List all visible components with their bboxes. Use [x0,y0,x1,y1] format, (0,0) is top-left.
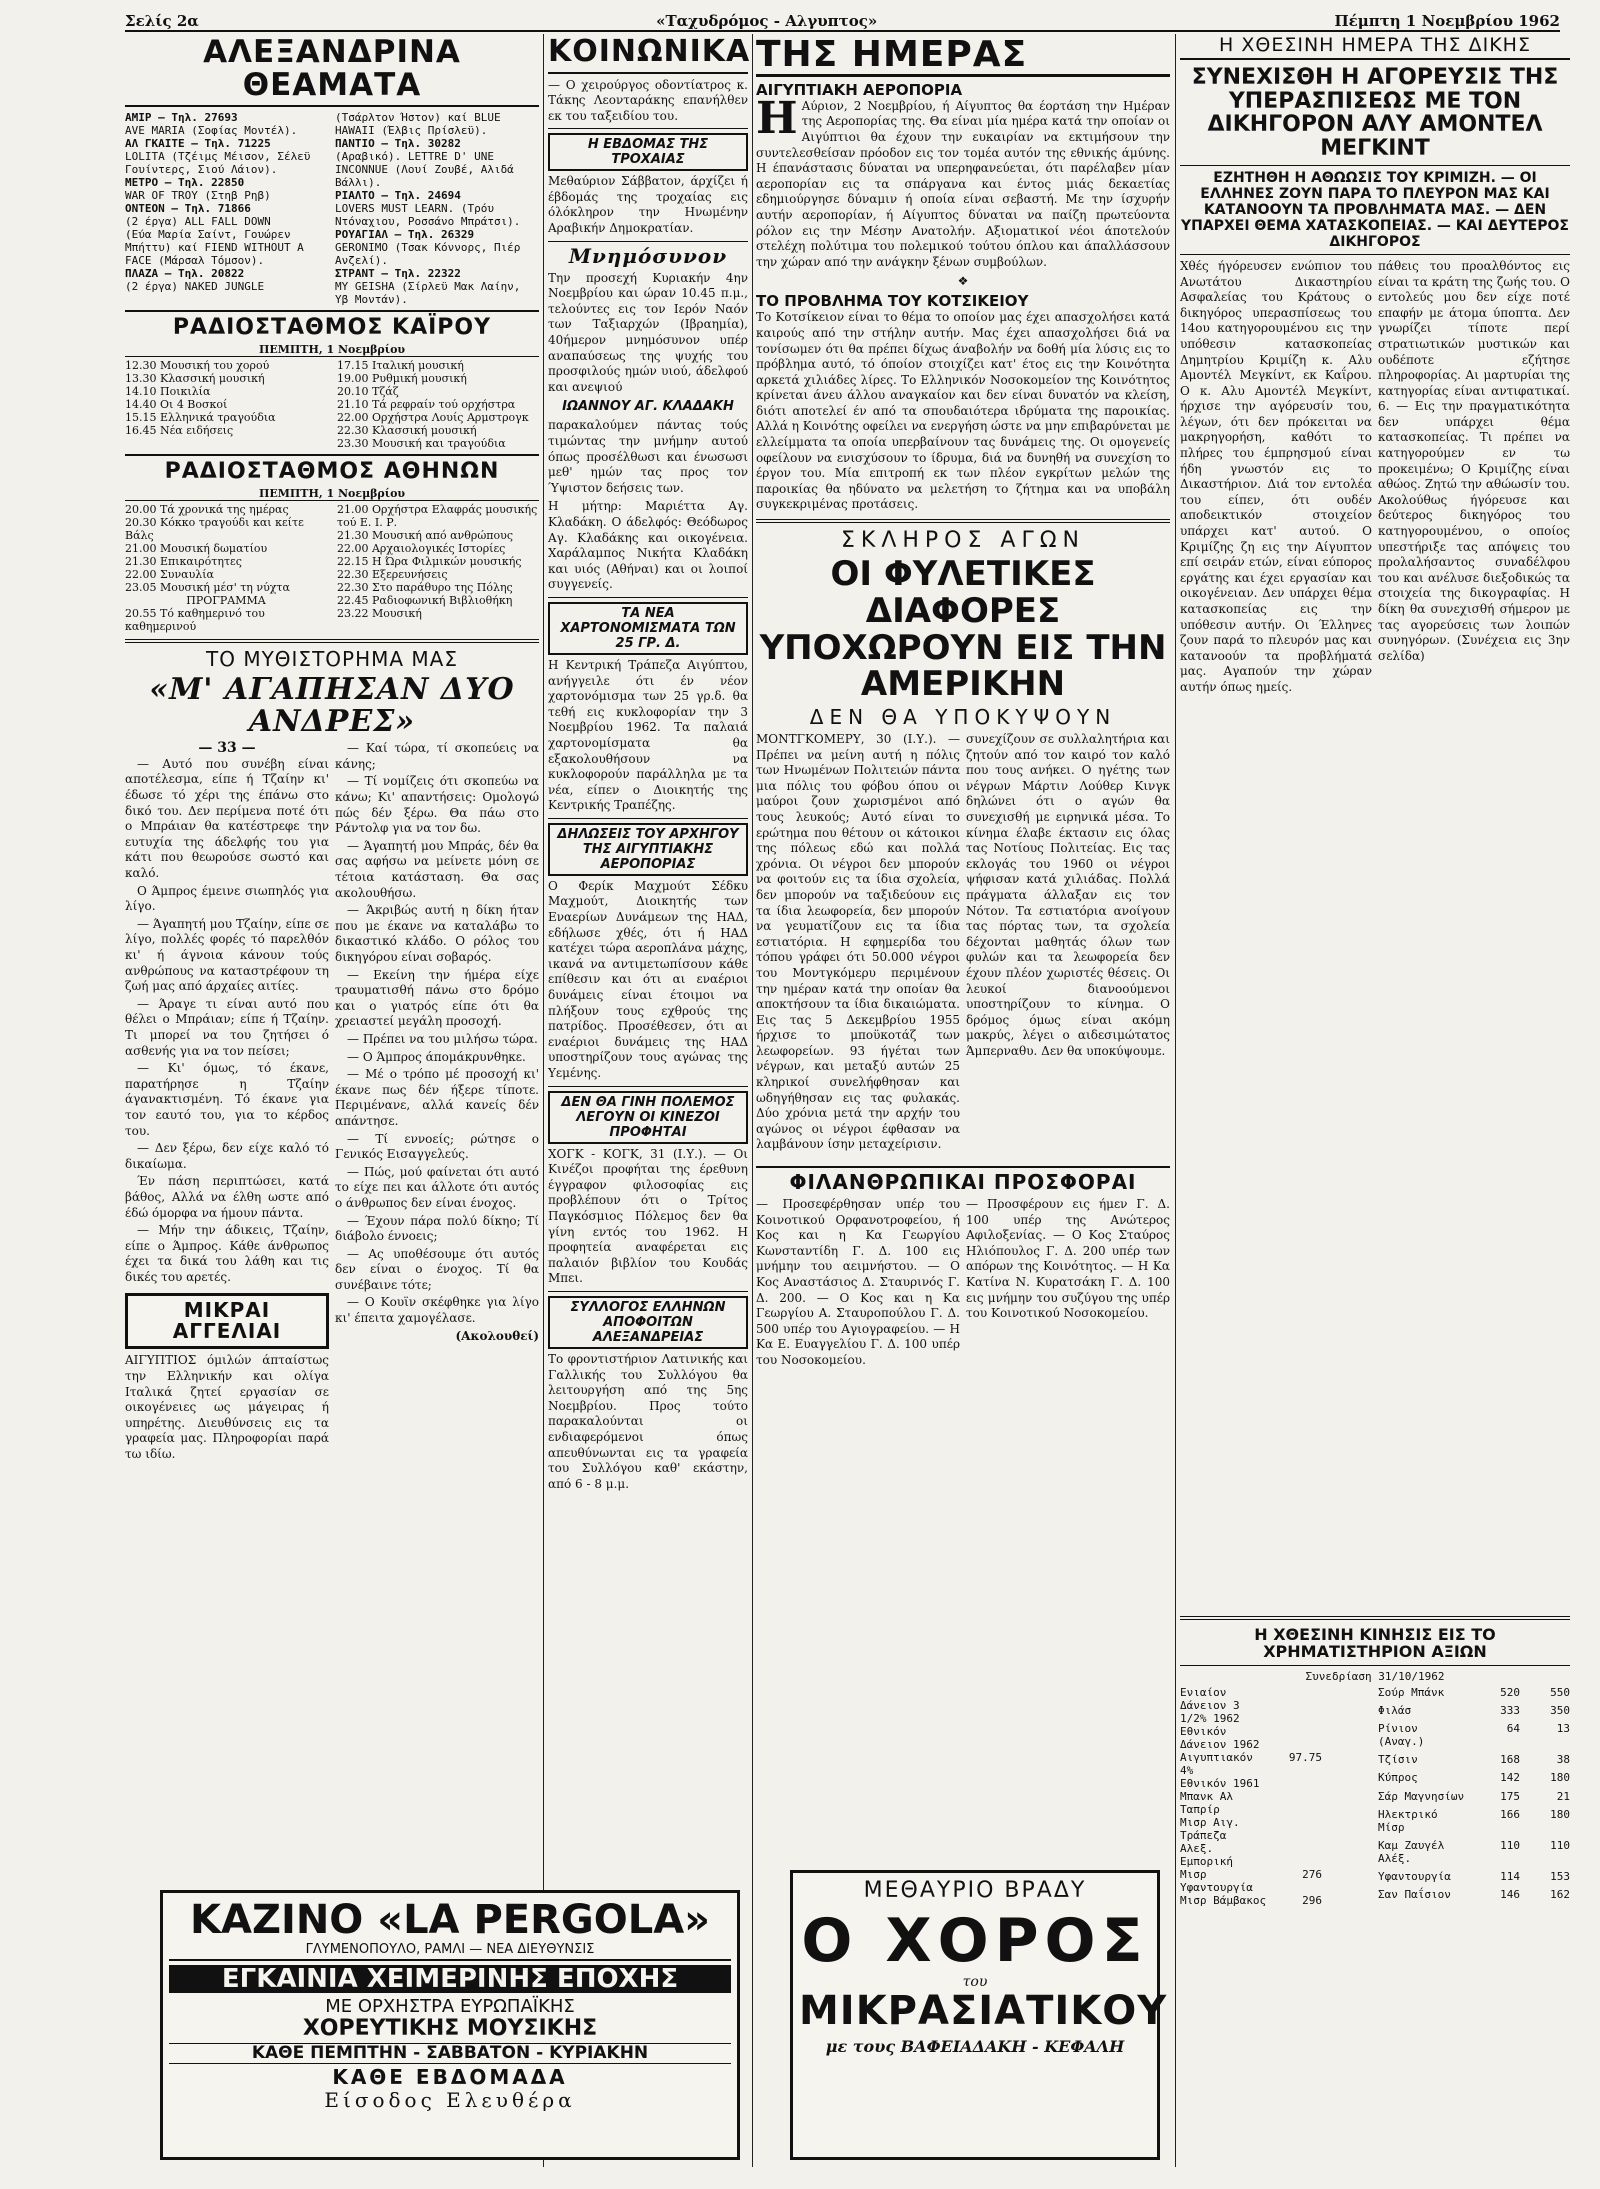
dance-of: του [962,1973,988,1990]
program-line: 22.30 Εξερευνήσεις [337,568,448,582]
listing-line: ΠΑΝΤΙΟ — Τηλ. 30282 [335,137,461,151]
stock-name: Μπανκ Αλ Ταπρίρ [1180,1789,1233,1816]
radio-cairo-title: ΡΑΔΙΟΣΤΑΘΜΟΣ ΚΑΪΡΟΥ [172,315,492,341]
serial-paragraph: — Έχουν πάρα πολύ δίκηο; Τί διάβολο έννοεις; [335,1213,539,1244]
stock-price [1272,1777,1322,1790]
stock-name: Τζίσιν [1378,1753,1418,1767]
listing-line: (Αραβικό). LETTRE D' UNE INCONNUE (Λουί Ζουβέ, Αλιδά Βάλλι). [335,150,514,190]
serial-paragraph: — Άγαπητή μου Τζαίην, είπε σε λίγο, πολλές φορές τό παρελθόν κι' ή άγνοια κάνουν τούς ανθρώπους να καταστρέφουν τη ζωή μας από άρχαίες αιτίες. [125,916,329,994]
banknotes-title: ΤΑ ΝΕΑ ΧΑΡΤΟΝΟΜΙΣΜΑΤΑ ΤΩΝ 25 ΓΡ. Δ. [548,602,748,655]
stock-name: Φιλάσ [1378,1703,1412,1717]
memorial-signers: Η μήτηρ: Μαριέττα Αγ. Κλαδάκη. Ο άδελφός: Θεόδωρος Αγ. Κλαδάκης και οικογένεια. Χαράλαμπος Νικήτα Κλαδάκη και υιός (Αθήναι) και οι λοιποί συγγενείς. [548,499,748,592]
stock-name: Μισρ Υφαντουργία [1180,1867,1253,1894]
kotsikeio-title: ΤΟ ΠΡΟΒΛΗΜΑ ΤΟΥ ΚΟΤΣΙΚΕΙΟΥ [756,292,1029,311]
serial-number: — 33 — [198,740,256,757]
stock-price [1322,1868,1372,1894]
small-ads-title: ΜΙΚΡΑΙ ΑΓΓΕΛΙΑΙ [172,1298,282,1344]
listing-line: LOVERS MUST LEARN. (Τρόυ Ντόναχιου, Ροσσάνο Μπράτσι). [335,202,521,229]
program-line: 20.30 Κόκκο τραγούδι και κείτε Βάλς [125,516,304,543]
separator-mark: ❖ [957,274,969,289]
trial-subheadline: ΕΖΗΤΗΘΗ Η ΑΘΩΩΣΙΣ ΤΟΥ ΚΡΙΜΙΖΗ. — ΟΙ ΕΛΛΗΝΕΣ ΖΟΥΝ ΠΑΡΑ ΤΟ ΠΛΕΥΡΟΝ ΜΑΣ ΚΑΙ ΚΑΤΑΝΟΟΥΝ ΤΑ ΠΡΟΒΛΗΜΑΤΑ ΜΑΣ. — ΔΕΝ ΥΠΑΡΧΕΙ ΘΕΜΑ ΧΑΤΑΣΚΟΠΕΙΑΣ. — ΚΑΙ ΔΕΥΤΕΡΟΣ ΔΙΚΗΓΟΡΟΣ [1181,169,1569,250]
program-line: 14.40 Οι 4 Βοσκοί [125,398,228,412]
dance-music: με τους ΒΑΦΕΙΑΔΑΚΗ - ΚΕΦΑΛΗ [825,2036,1125,2056]
serial-col-right [335,741,539,1621]
theatre-listings [125,111,539,306]
stock-price: 166 [1500,1807,1520,1821]
column-rule [752,34,753,2167]
serial-title: «Μ' ΑΓΑΠΗΣΑΝ ΔΥΟ ΑΝΔΡΕΣ» [149,672,515,739]
schedule-day: ΠΕΜΠΤΗ, 1 Νοεμβρίου [125,343,539,357]
schedule-left [125,503,327,633]
trial-col-right: πάθεις του προαλθόντος εις είναι τα κράτη της ζωής του. Ο εντολεύς μου δεν είχε ποτέ επαφήν με άτομα ύποπτα. Δεν γνωρίζει τίποτε περί στρατιωτικών μυστικών και ουδέποτε εζήτησε πληροφορίας. Αι μαρτυρίαι της κατηγορίας είναι αντιφατικαί. 6. — Εις την πραγματικότητα δεν υπάρχει θέμα κατασκοπείας. Τι πρέπει να κατηγορούμεν εν τω προκειμένω; Ο Κριμίζης είναι αθώος. Ζητώ την αθώωσίν του. Ακολούθως ήγόρευσε και δεύτερος δικηγόρος του κατηγορουμένου, ο οποίος υπεστήριξε τας απόψεις του προλαλήσαντος συναδέλφου του και ανέλυσε διεξοδικώς τα στοιχεία της δικογραφίας. Η δίκη θα συνεχισθή σήμερον με τας αγορεύσεις των λοιπών συνηγόρων. (Συνέχεια εις 3ην σελίδα) [1378,258,1570,663]
stock-name: Ενιαίον Δάνειον 3 1/2% 1962 [1180,1685,1240,1725]
trial-label: Η ΧΘΕΣΙΝΗ ΗΜΕΡΑ ΤΗΣ ΔΙΚΗΣ [1180,36,1570,60]
program-line: 21.00 Μουσική δωματίου [125,542,268,556]
banknotes-text: Η Κεντρική Τράπεζα Αιγύπτου, ανήγγειλε ότι έν νέον χαρτονόμισμα των 25 γρ.δ. θα τεθή εις κυκλοφορίαν την 3 Νοεμβρίου 1962. Τα παλαιά χαρτονομίσματα θα εξακολουθήσουν να κυκλοφορούν παράλληλα με τα νέα, είπεν ο Διοικητής της Κεντρικής Τραπέζης. [548,657,748,813]
stock-price [1272,1842,1322,1868]
program-line: 21.00 Ορχήστρα Ελαφράς μουσικής τού Ε. Ι. Ρ. [337,503,538,530]
page-number: Σελίς 2α [125,12,199,30]
serial-paragraph: — Πρέπει να του μιλήσω τώρα. [347,1031,538,1046]
small-ads-text: ΑΙΓΥΠΤΙΟΣ όμιλών άπταίστως την Ελληνικήν και ολίγα Ιταλικά ζητεί εργασίαν σε οικογένειες ως μάγειρας ή υπηρέτης. Διευθύνσεις εις τα γραφεία μας. Πληροφορίαι παρά τω ιδίω. [125,1353,329,1462]
stock-price: 180 [1550,1807,1570,1821]
stock-price: 21 [1556,1789,1570,1803]
theatre-list-right [335,111,539,306]
serial-paragraph: — Ο Άμπρος άπομάκρυνθηκε. [347,1049,526,1064]
pergola-week: ΚΑΘΕ ΕΒΔΟΜΑΔΑ [332,2064,568,2089]
trial-article [1180,259,1570,1559]
stock-price: 180 [1550,1771,1570,1785]
memorial-text: Την προσεχή Κυριακήν 4ην Νοεμβρίου και ώραν 10.45 π.μ., τελούντες εις τον Ιερόν Ναόν των Ταξιαρχών (Ιβραημία), 40ήμερον μνημόσυνον υπέρ αναπαύσεως της ψυχής του προσφιλούς ημών υιού, άδελφού και ανεψιού [548,270,748,394]
traffic-week-title: Η ΕΒΔΟΜΑΣ ΤΗΣ ΤΡΟΧΑΙΑΣ [548,133,748,171]
serial-paragraph: Ο Άμπρος έμεινε σιωπηλός για λίγο. [125,883,329,914]
serial-paragraph: — Ας υποθέσουμε ότι αυτός δεν είναι ο ένοχος. Τί θα συνέβαινε τότε; [335,1246,539,1292]
column-society [548,34,751,1491]
program-line: 22.00 Ορχήστρα Λουίς Αρμστρογκ [337,411,529,425]
war-text: ΧΟΓΚ - ΚΟΓΚ, 31 (Ι.Υ.). — Οι Κινέζοι προφήται της έρεθυνη έγγραφον φιλοσοφίας εις προβλέπουν ότι ο Τρίτος Παγκόσμιος Πόλεμος δεν θα γίνη εντός του 1962. Η προφητεία αναφέρεται εις παλαιόν βιβλίον του Κουδάς Μπει. [548,1146,748,1286]
stock-price: 64 [1506,1721,1520,1735]
stock-price [1322,1842,1372,1868]
stock-price: 333 [1500,1703,1520,1717]
pergola-address: ΓΛΥΜΕΝΟΠΟΥΛΟ, ΡΑΜΛΙ — ΝΕΑ ΔΙΕΥΘΥΝΣΙΣ [169,1942,731,1961]
masthead-name: «Ταχυδρόμος - Αλγυπτος» [656,12,878,30]
stock-price [1272,1725,1322,1751]
race-col-left: ΜΟΝΤΓΚΟΜΕΡΥ, 30 (Ι.Υ.). — Πρέπει να μείνη αυτή η πόλις των Ηνωμένων Πολιτειών πάντα μια πόλις του φόβου όπου οι μαύροι ζουν χωρισμένοι από τους λευκούς; Αυτό είναι το ερώτημα που θέτουν οι κάτοικοι της πόλεως εδώ και πολλά χρόνια. Οι νέγροι δεν μπορούν να φοιτούν εις τα ίδια σχολεία, δεν μπορούν να ταξιδεύουν εις τα ίδια λεωφορεία, δεν μπορούν να γευματίζουν εις τα ίδια εστιατόρια. Η εφημερίδα του τόπου γράφει ότι 50.000 νέγροι του Μοντγκόμερυ περιμένουν την ημέραν κατά την οποίαν θα αποκτήσουν τα ίδια δικαιώματα. Εις τας 5 Δεκεμβρίου 1955 ήρχισε το μποϋκοτάζ των λεωφορείων. 93 ήγέται των νέγρων, και μεταξύ αυτών 25 κληρικοί συνελήφθησαν και ωδηγήθησαν εις τας φυλακάς. Δύο χρόνια μετά την αρχήν του αγώνος οι νέγροι έφθασαν να λαμβάνουν ίσην μεταχείρισιν. [756,732,960,1152]
stock-price: 110 [1550,1838,1570,1852]
stock-price [1322,1790,1372,1816]
program-line: 22.00 Συναυλία [125,568,214,582]
serial-paragraph: — Τί εννοείς; ρώτησε ο Γενικός Εισαγγελεύς. [335,1131,539,1162]
charity-col-right: — Προσφέρουν εις ήμεν Γ. Δ. 100 υπέρ της Ανώτερος Αφιλοξενίας. — Ο Κος Σταύρος Ηλιόπουλος Γ. Δ. 200 υπέρ των απόρων της Κοινότητος. — Η Κα Κατίνα Ν. Κυρατσάκη Γ. Δ. 100 εις μνήμην του συζύγου της υπέρ του Κοινοτικού Νοσοκομείου. [966,1197,1170,1321]
stock-price [1322,1686,1372,1725]
kotsikeio-text: Το Κοτσίκειον είναι το θέμα το οποίον μας έχει απασχολήσει κατά καιρούς από την στήλην αυτήν. Μας έχει απασχολήσει διά να τονίσωμεν ότι θα πρέπει δίχως άναβολήν να δοθή μία λύσις εις το πρόβλημα αυτό, τό όποίον στοιχίζει κατ' έτος εις την Κοινότητα αρκετά χιλιάδες λίρες. Το Ελληνικόν Νοσοκομείον της Κοινότητος κρίνεται άνευ άλλου αναγκαίον και δεν είναι δυνατόν να κλείση, διότι αποτελεί έν από τα σπουδαιότερα ιδρύματα της παροικίας. Αλλά η Κοινότης οφείλει να ενεργήση ώστε να μην επιβαρύνεται με ελλείμματα τα οποία υπερβαίνουν τας δυνάμεις της. Οι ομογενείς οφείλουν να ενισχύσουν το ίδρυμα, διά να δυνηθή να συνεχίση το έργον του. Μία επιτροπή εκ των πλέον εγκρίτων μελών της παροικίας θα ηδύνατο να μελετήση το ζήτημα και να υποβάλη συγκεκριμένας προτάσεις. [756,310,1170,512]
theatres-title: ΑΛΕΞΑΝΔΡΙΝΑ ΘΕΑΜΑΤΑ [203,34,461,103]
stock-price: 153 [1550,1870,1570,1884]
alumni-title: ΣΥΛΛΟΓΟΣ ΕΛΛΗΝΩΝ ΑΠΟΦΟΙΤΩΝ ΑΛΕΞΑΝΔΡΕΙΑΣ [548,1296,748,1349]
stock-price [1322,1751,1372,1777]
charity-col-left: — Προσεφέρθησαν υπέρ του Κοινοτικού Ορφανοτροφείου, ή Κος και η Κα Γεωργίου Κωνσταντίδη Γ. Δ. 100 εις μνήμην του αειμνήστου. — Ο Κος Αναστάσιος Δ. Σταυρινός Γ. Δ. 200. — Ο Κος και η Κα Γεωργίου Α. Σταυροπούλου Γ. Δ. 500 υπέρ του Αγιογραφείου. — Η Κα Ε. Ευαγγελίου Γ. Δ. 100 υπέρ του Νοσοκομείου. [756,1197,960,1367]
charity-list [756,1197,1170,1369]
serial-paragraph: Έν πάση περιπτώσει, κατά βάθος, Αλλά να έλθη ωστε από έδώ όμορφα να ήμουν πάντα. [125,1174,329,1220]
listing-line: ΠΛΑΖΑ — Τηλ. 20822 [125,267,245,281]
listing-line: MY GEISHA (Σίρλεϋ Μακ Λαίην, Υβ Μοντάν). [335,280,521,307]
program-line: 19.00 Ρυθμική μουσική [337,372,467,386]
stock-name: Υφαντουργία [1378,1870,1451,1884]
stock-name: Αιγυπτιακόν 4% [1180,1750,1253,1777]
serial-col-left [125,741,329,1621]
stock-name: Ρίνιον (Αναγ.) [1378,1721,1425,1748]
dance-club: ΜΙΚΡΑΣΙΑΤΙΚΟΥ [799,1987,1168,2034]
market-table-left [1180,1686,1372,1907]
race-col-right: συνεχίζουν σε συλλαλητήρια και ζητούν από τον καιρό τον καλό που τους ανήκει. Ο ηγέτης των νέγρων Μάρτιν Λούθερ Κινγκ δηλώνει ότι ο αγών θα συνεχισθή με ειρηνικά μέσα. Το κίνημα έλαβε έκτασιν εις όλας τας Νοτίους Πολιτείας. Εις τας εκλογάς του 1960 οι νέγροι ψήφισαν κατά χιλιάδας. Πολλά πράγματα άλλαξαν εις τον Νότον. Τα εστιατόρια ανοίγουν τας πόρτας των, τα σχολεία δέχονται μαθητάς όλων των φυλών και τα λεωφορεία δεν έχουν πλέον χωριστές θέσεις. Οι λευκοί διανοούμενοι υποστηρίζουν το κίνημα. Ο δρόμος όμως είναι ακόμη μακρύς, λέγει ο αιδεσιμώτατος Άμπερναθυ. Δεν θα υποκύψουμε. [966,732,1170,1058]
war-title: ΔΕΝ ΘΑ ΓΙΝΗ ΠΟΛΕΜΟΣ ΛΕΓΟΥΝ ΟΙ ΚΙΝΕΖΟΙ ΠΡΟΦΗΤΑΙ [548,1091,748,1144]
program-line: 20.55 Τό καθημερινό του καθημερινού [125,607,265,634]
program-line: 20.10 Τζάζ [337,385,399,399]
column-entertainment [125,34,539,2167]
stock-name: Εθνικόν 1961 [1180,1776,1260,1790]
program-line: ΠΡΟΓΡΑΜΜΑ [186,594,266,608]
stock-price [1322,1894,1372,1907]
column-rule [1175,34,1176,2167]
serial-paragraph: — Άγαπητή μου Μπράς, δέν θα σας αφήσω να μείνετε μόνη σε τέτοια κατάσταση. Θα σας ακολουθήσω. [335,838,539,900]
serial-paragraph: — Μέ ο τρόπο μέ προσοχή κι' έκανε πως δέν ήξερε τίποτε. Περιμένανε, αλλά κανείς δέν απάντησε. [335,1067,539,1128]
aero-article [756,92,1170,271]
society-title: ΚΟΙΝΩΝΙΚΑ [548,34,751,69]
stock-price: 520 [1500,1685,1520,1699]
pergola-orchestra-2: ΧΟΡΕΥΤΙΚΗΣ ΜΟΥΣΙΚΗΣ [302,2015,598,2041]
radio-cairo-schedule [125,343,539,450]
stock-price [1272,1816,1322,1842]
schedule-day: ΠΕΜΠΤΗ, 1 Νοεμβρίου [125,487,539,501]
trial-headline: ΣΥΝΕΧΙΣΘΗ Η ΑΓΟΡΕΥΣΙΣ ΤΗΣ ΥΠΕΡΑΣΠΙΣΕΩΣ ΜΕ ΤΟΝ ΔΙΚΗΓΟΡΟΝ ΑΛΥ ΑΜΟΝΤΕΛ ΜΕΓΚΙΝΤ [1191,64,1559,162]
stock-price [1322,1816,1372,1842]
stock-price: 146 [1500,1888,1520,1902]
daily-title: ΤΗΣ ΗΜΕΡΑΣ [756,36,1170,77]
program-line: 17.15 Ιταλική μουσική [337,359,464,373]
listing-line: ΜΕΤΡΟ — Τηλ. 22850 [125,176,245,190]
race-article [756,732,1170,1162]
serial-paragraph: — Δεν ξέρω, δεν είχε καλό τό δικαίωμα. [125,1141,329,1171]
charity-title: ΦΙΛΑΝΘΡΩΠΙΚΑΙ ΠΡΟΣΦΟΡΑΙ [789,1170,1137,1195]
listing-line: (2 έργα) NAKED JUNGLE [125,280,265,294]
stock-price [1322,1725,1372,1751]
race-subheadline: ΔΕΝ ΘΑ ΥΠΟΚΥΨΟΥΝ [809,705,1117,730]
serial-body [125,741,539,1621]
serial-label: ΤΟ ΜΥΘΙΣΤΟΡΗΜΑ ΜΑΣ [206,647,458,672]
pergola-orchestra-1: ΜΕ ΟΡΧΗΣΤΡΑ ΕΥΡΩΠΑΪΚΗΣ [325,1996,575,2018]
program-line: 13.30 Κλασσική μουσική [125,372,265,386]
stock-name: Εθνικόν Δάνειον 1962 [1180,1724,1260,1751]
alumni-text: Το φροντιστήριον Λατινικής και Γαλλικής του Συλλόγου θα λειτουργήση από της 5ης Νοεμβρίου. Προς τούτο παρακαλούνται οι ενδιαφερόμενοι όπως απευθύνωνται εις τα γραφεία του Συλλόγου καθ' εκάστην, από 6 - 8 μ.μ. [548,1351,748,1491]
stock-price [1272,1790,1322,1816]
stock-name: Σούρ Μπάνκ [1378,1685,1445,1699]
dance-title: Ο ΧΟΡΟΣ [801,1905,1149,1976]
listing-line: (Εύα Μαρία Σαίντ, Γουώρεν Μπήττυ) καί FIEND WITHOUT A FACE (Μάρσαλ Τόμσον). [125,228,304,268]
stock-price: 276 [1302,1867,1322,1881]
program-line: 14.10 Ποικιλία [125,385,211,399]
pergola-title: ΚΑΖΙΝΟ «LA PERGOLA» [189,1897,711,1943]
serial-paragraph: — Εκείνη την ήμέρα είχε τραυματισθή πάνω στο δρόμο και ο γιατρός είπε ότι θα χρειαστεί μεγάλη προσοχή. [335,967,539,1029]
stock-price: 97.75 [1288,1750,1322,1764]
small-ads-box [125,1293,329,1349]
schedule-right [337,503,539,633]
stock-name: Κύπρος [1378,1771,1418,1785]
trial-col-left: Χθές ήγόρευσεν ενώπιον του Ανωτάτου Δικαστηρίου Ασφαλείας του Κράτους ο δικηγόρος υπερασπίσεως του 14ου κατηγορουμένου εις την υπόθεσιν κατασκοπείας Δημητρίου Κριμίζη κ. Αλυ Αμοντέλ Μεγκίντ, εκ Καΐρου. Ο κ. Αλυ Αμοντέλ Μεγκίντ, ήρχισε την αγόρευσίν του, λέγων, ότι δεν πρόκειται να μακρηγορήση, καθότι το πλήρες του έμπρησμού είναι ήδη γνωστόν εις το Δικαστήριον. Διά τον εντολέα του είπεν, ότι ουδέν αποδεικτικόν στοιχείον υπάρχει κατ' αυτού. Ο Κριμίζης ζη εις την Αίγυπτον επί σειράν ετών, είναι εύπορος εργάτης και έχει εργασίαν και οικογένειαν. Δεν υπάρχει θέμα κατασκοπείας εις την υπόθεσιν αυτήν. Οι Έλληνες ζουν παρά το πλευρόν μας και κατανοούν τα προβλήματά μας. Αγαπούν την χώραν αυτήν όπως ημείς. [1180,258,1372,694]
program-line: 22.30 Κλασσική μουσική [337,424,477,438]
serial-paragraph: — Άραγε τι είναι αυτό που θέλει ο Μπράιαν; είπε ή Τζαίην. Τι μπορεί να του ζητήσει ό ασθενής για να τον πείσει; [125,996,329,1058]
pergola-days: ΚΑΘΕ ΠΕΜΠΤΗΝ - ΣΑΒΒΑΤΟΝ - ΚΥΡΙΑΚΗΝ [169,2043,731,2063]
stock-name: Σάρ Μαγνησίων [1378,1789,1465,1803]
airline-title: ΔΗΛΩΣΕΙΣ ΤΟΥ ΑΡΧΗΓΟΥ ΤΗΣ ΑΙΓΥΠΤΙΑΚΗΣ ΑΕΡΟΠΟΡΙΑΣ [548,823,748,876]
pergola-ad [160,1890,740,2160]
listing-line: ΡΟΥΑΓΙΑΛ — Τηλ. 26329 [335,228,475,242]
theatre-list-left [125,111,329,306]
program-line: 12.30 Μουσική του χορού [125,359,270,373]
stock-price: 142 [1500,1771,1520,1785]
radio-athens-schedule [125,487,539,633]
listing-line: GERONIMO (Τσακ Κόννορς, Πιέρ Ανζελί). [335,241,521,268]
program-line: 20.00 Τά χρονικά της ημέρας [125,503,289,517]
stock-price: 110 [1500,1838,1520,1852]
stock-name: Σαν Παΐσιον [1378,1888,1451,1902]
stock-price: 162 [1550,1888,1570,1902]
program-line: 21.10 Τά ρεφραίν τού ορχήστρα [337,398,516,412]
stock-price: 38 [1556,1753,1570,1767]
program-line: 21.30 Μουσική από ανθρώπους [337,529,513,543]
market-date: Συνεδρίαση 31/10/1962 [1305,1669,1445,1683]
memorial-text-2: παρακαλούμεν πάντας τούς τιμώντας την μνήμην αυτού όπως προσέλθωσι και ένωσωσι μεθ' ημών τας προς τον Ύψιστον δεήσεις των. [548,418,748,495]
listing-line: ΑΛ ΓΚΑΙΤΕ — Τηλ. 71225 [125,137,271,151]
column-trial [1180,34,1570,1594]
program-line: 22.15 Η Ώρα Φιλμικών μουσικής [337,555,522,569]
program-line: 15.15 Ελληνικά τραγούδια [125,411,276,425]
listing-line: (2 έργα) ALL FALL DOWN [125,215,271,229]
stock-price [1272,1686,1322,1725]
aero-title: ΑΙΓΥΠΤΙΑΚΗ ΑΕΡΟΠΟΡΙΑ [756,80,963,99]
radio-athens-title: ΡΑΔΙΟΣΤΑΘΜΟΣ ΑΘΗΝΩΝ [164,459,500,485]
program-line: 22.30 Στο παράθυρο της Πόλης [337,581,513,595]
stock-price: 175 [1500,1789,1520,1803]
traffic-week-text: Μεθαύριον Σάββατον, άρχίζει ή έβδομάς της τροχαίας εις όλόκληρον την Ηνωμένην Αραβικήν Δημοκρατίαν. [548,174,748,236]
stock-name: Μισρ Αιγ. Τράπεζα [1180,1815,1240,1842]
program-line: 21.30 Επικαιρότητες [125,555,242,569]
listing-line: ΡΙΑΛΤΟ — Τηλ. 24694 [335,189,461,203]
listing-line: AVE MARIA (Σοφίας Μοντέλ). [125,124,298,138]
stock-market [1180,1610,1570,1907]
stock-price: 13 [1556,1721,1570,1735]
struggle-label: ΣΚΛΗΡΟΣ ΑΓΩΝ [841,528,1085,554]
program-line: 16.45 Νέα ειδήσεις [125,424,234,438]
program-line: 22.00 Αρχαιολογικές Ιστορίες [337,542,506,556]
stock-name: Μισρ Βάμβακος [1180,1893,1267,1907]
dance-when: ΜΕΘΑΥΡΙΟ ΒΡΑΔΥ [863,1878,1087,1903]
race-headline: ΟΙ ΦΥΛΕΤΙΚΕΣ ΔΙΑΦΟΡΕΣ ΥΠΟΧΩΡΟΥΝ ΕΙΣ ΤΗΝ ΑΜΕΡΙΚΗΝ [759,554,1167,705]
serial-paragraph: — Ο Κουϊν σκέφθηκε για λίγο κι' έπειτα χαμογέλασε. [335,1295,539,1326]
listing-line: ΑΜΙΡ — Τηλ. 27693 [125,111,238,125]
serial-paragraph: — Πώς, μού φαίνεται ότι αυτό το είχε πει και άλλοτε ότι αυτός ο άνθρωπος δεν είναι ένοχος. [335,1164,539,1210]
folio-bar [125,8,1560,32]
memorial-title: Μνημόσυνον [568,243,728,268]
program-line: 23.05 Μουσική μέσ' τη νύχτα [125,581,290,595]
dropcap: Η [756,92,798,144]
dance-ad [790,1870,1168,2160]
pergola-opening: ΕΓΚΑΙΝΙΑ ΧΕΙΜΕΡΙΝΗΣ ΕΠΟΧΗΣ [169,1965,731,1993]
serial-paragraph: — Καί τώρα, τί σκοπεύεις να κάνης; [335,741,539,771]
society-intro: — Ο χειρούργος οδοντίατρος κ. Τάκης Λεονταράκης επανήλθεν εκ του ταξειδίου του. [548,77,748,123]
aero-text: Αύριον, 2 Νοεμβρίου, ή Αίγυπτος θα έορτάση την Ημέραν της Αεροπορίας της. Θα είναι μία ημέρα κατά την οποίαν οι Αιγύπτιοι θα έχουν την ευκαιρίαν να εκτιμήσουν την συντελεσθείσαν πρόοδον εις τον τομέα αυτόν της εθνικής άμύνης. Η έπανάστασις δύναται να υπερηφανεύεται, ότι παρέλαβεν μίαν αεροπορίαν εις τα σπάργανα και έντος μιάς δεκαετίας εδημιούργησε δύναμιν ή οποία είναι σεβαστή. Με την ίσχυρήν αυτήν αεροπορίαν, ή Αίγυπτος δύναται να παίζη πρωτεύοντα ρόλον εις την Μέσην Ανατολήν. Αξιοματικοί νέοι άποτελούν στελέχη πολύτιμα του πολεμικού τούτου όπλου και άπαλλάσσουν την χώραν από την ανάγκην ξένων συμβούλων. [756,98,1170,269]
program-line: 23.30 Μουσική και τραγούδια [337,437,506,451]
stock-price: 114 [1500,1870,1520,1884]
stock-price: 350 [1550,1703,1570,1717]
serial-paragraph: — Κι' όμως, τό έκανε, παρατήρησε η Τζαίην άγανακτισμένη. Τό έκανε για τον εαυτό του, για το κέρδος του. [125,1061,329,1138]
serial-paragraph: — Αυτό που συνέβη είναι αποτέλεσμα, είπε ή Τζαίην κι' έδωσε τό χέρι της έπάνω στο δικό του. Δεν περίμενα ποτέ ότι ο Μπράιαν θα κατέστρεφε την ευτυχία της άδελφής του για κάτι που θεωρούσε σωστό και καλό. [125,756,329,881]
market-table [1180,1686,1570,1907]
listing-line: ΟΝΤΕΟΝ — Τηλ. 71866 [125,202,251,216]
schedule-right [337,359,539,450]
stock-name: Αλεξ. Εμπορική [1180,1841,1233,1868]
stock-name: Ηλεκτρικό Μίσρ [1378,1807,1438,1834]
column-daily [756,34,1170,1474]
program-line: 23.22 Μουσική [337,607,422,621]
column-rule [543,34,544,2167]
listing-line: LOLITA (Τζέιμς Μέισον, Σέλεϋ Γουίντερς, Σιού Λάιον). [125,150,311,177]
market-title: Η ΧΘΕΣΙΝΗ ΚΙΝΗΣΙΣ ΕΙΣ ΤΟ ΧΡΗΜΑΤΙΣΤΗΡΙΟΝ ΑΞΙΩΝ [1254,1625,1496,1662]
issue-date: Πέμπτη 1 Νοεμβρίου 1962 [1334,12,1560,30]
memorial-name: ΙΩΑΝΝΟΥ ΑΓ. ΚΛΑΔΑΚΗ [562,399,734,415]
serial-paragraph: — Άκριβώς αυτή η δίκη ήταν που με έκανε να καταλάβω το δικαστικό κλάδο. Ο ρόλος του δικηγόρου είναι σοβαρός. [335,903,539,964]
stock-name: Καμ Ζαυγέλ Αλέξ. [1378,1838,1445,1865]
stock-price: 550 [1550,1685,1570,1699]
serial-paragraph: — Μήν την άδικεις, Τζαίην, είπε ο Άμπρος. Κάθε άνθρωπος έχει τα δικά του λάθη και τις δικές του αρετές. [125,1223,329,1284]
program-line: 22.45 Ραδιοφωνική Βιβλιοθήκη [337,594,513,608]
schedule-left [125,359,327,450]
listing-line: WAR OF TROY (Στηβ Ρηβ) [125,189,271,203]
market-table-right [1378,1686,1570,1907]
listing-line: (Τσάρλτον Ήστον) καί BLUE HAWAII (Έλβις Πρίσλεϋ). [335,111,501,138]
stock-price [1322,1777,1372,1790]
listing-line: ΣΤΡΑΝΤ — Τηλ. 22322 [335,267,461,281]
pergola-entry: Είσοδος Ελευθέρα [324,2088,576,2113]
airline-text: Ο Φερίκ Μαχμούτ Σέδκυ Μαχμούτ, Διοικητής των Εναερίων Δυνάμεων της ΗΑΔ, εδήλωσε χθές, ότι ή ΗΑΔ κατέχει τώρα αεροπλάνα μάχης, ικανά να αντιμετωπίσουν κάθε επίθεσιν και ότι αι εναέριοι δυνάμεις είναι έτοιμοι να πλήξουν τους εχθρούς της πατρίδος. Προσέθεσεν, ότι αι εναέριοι δυνάμεις της ΗΑΔ υποστηρίζουν τους αγώνας της Υεμένης. [548,878,748,1080]
stock-price: 296 [1302,1893,1322,1907]
stock-price: 168 [1500,1753,1520,1767]
serial-continues: (Ακολουθεί) [455,1328,539,1343]
serial-paragraph: — Τί νομίζεις ότι σκοπεύω να κάνω; Κι' απαντήσεις: Ομολογώ πώς δέν ξέρω. Θα πάω στο Ράντολφ για να τον δω. [335,774,539,836]
